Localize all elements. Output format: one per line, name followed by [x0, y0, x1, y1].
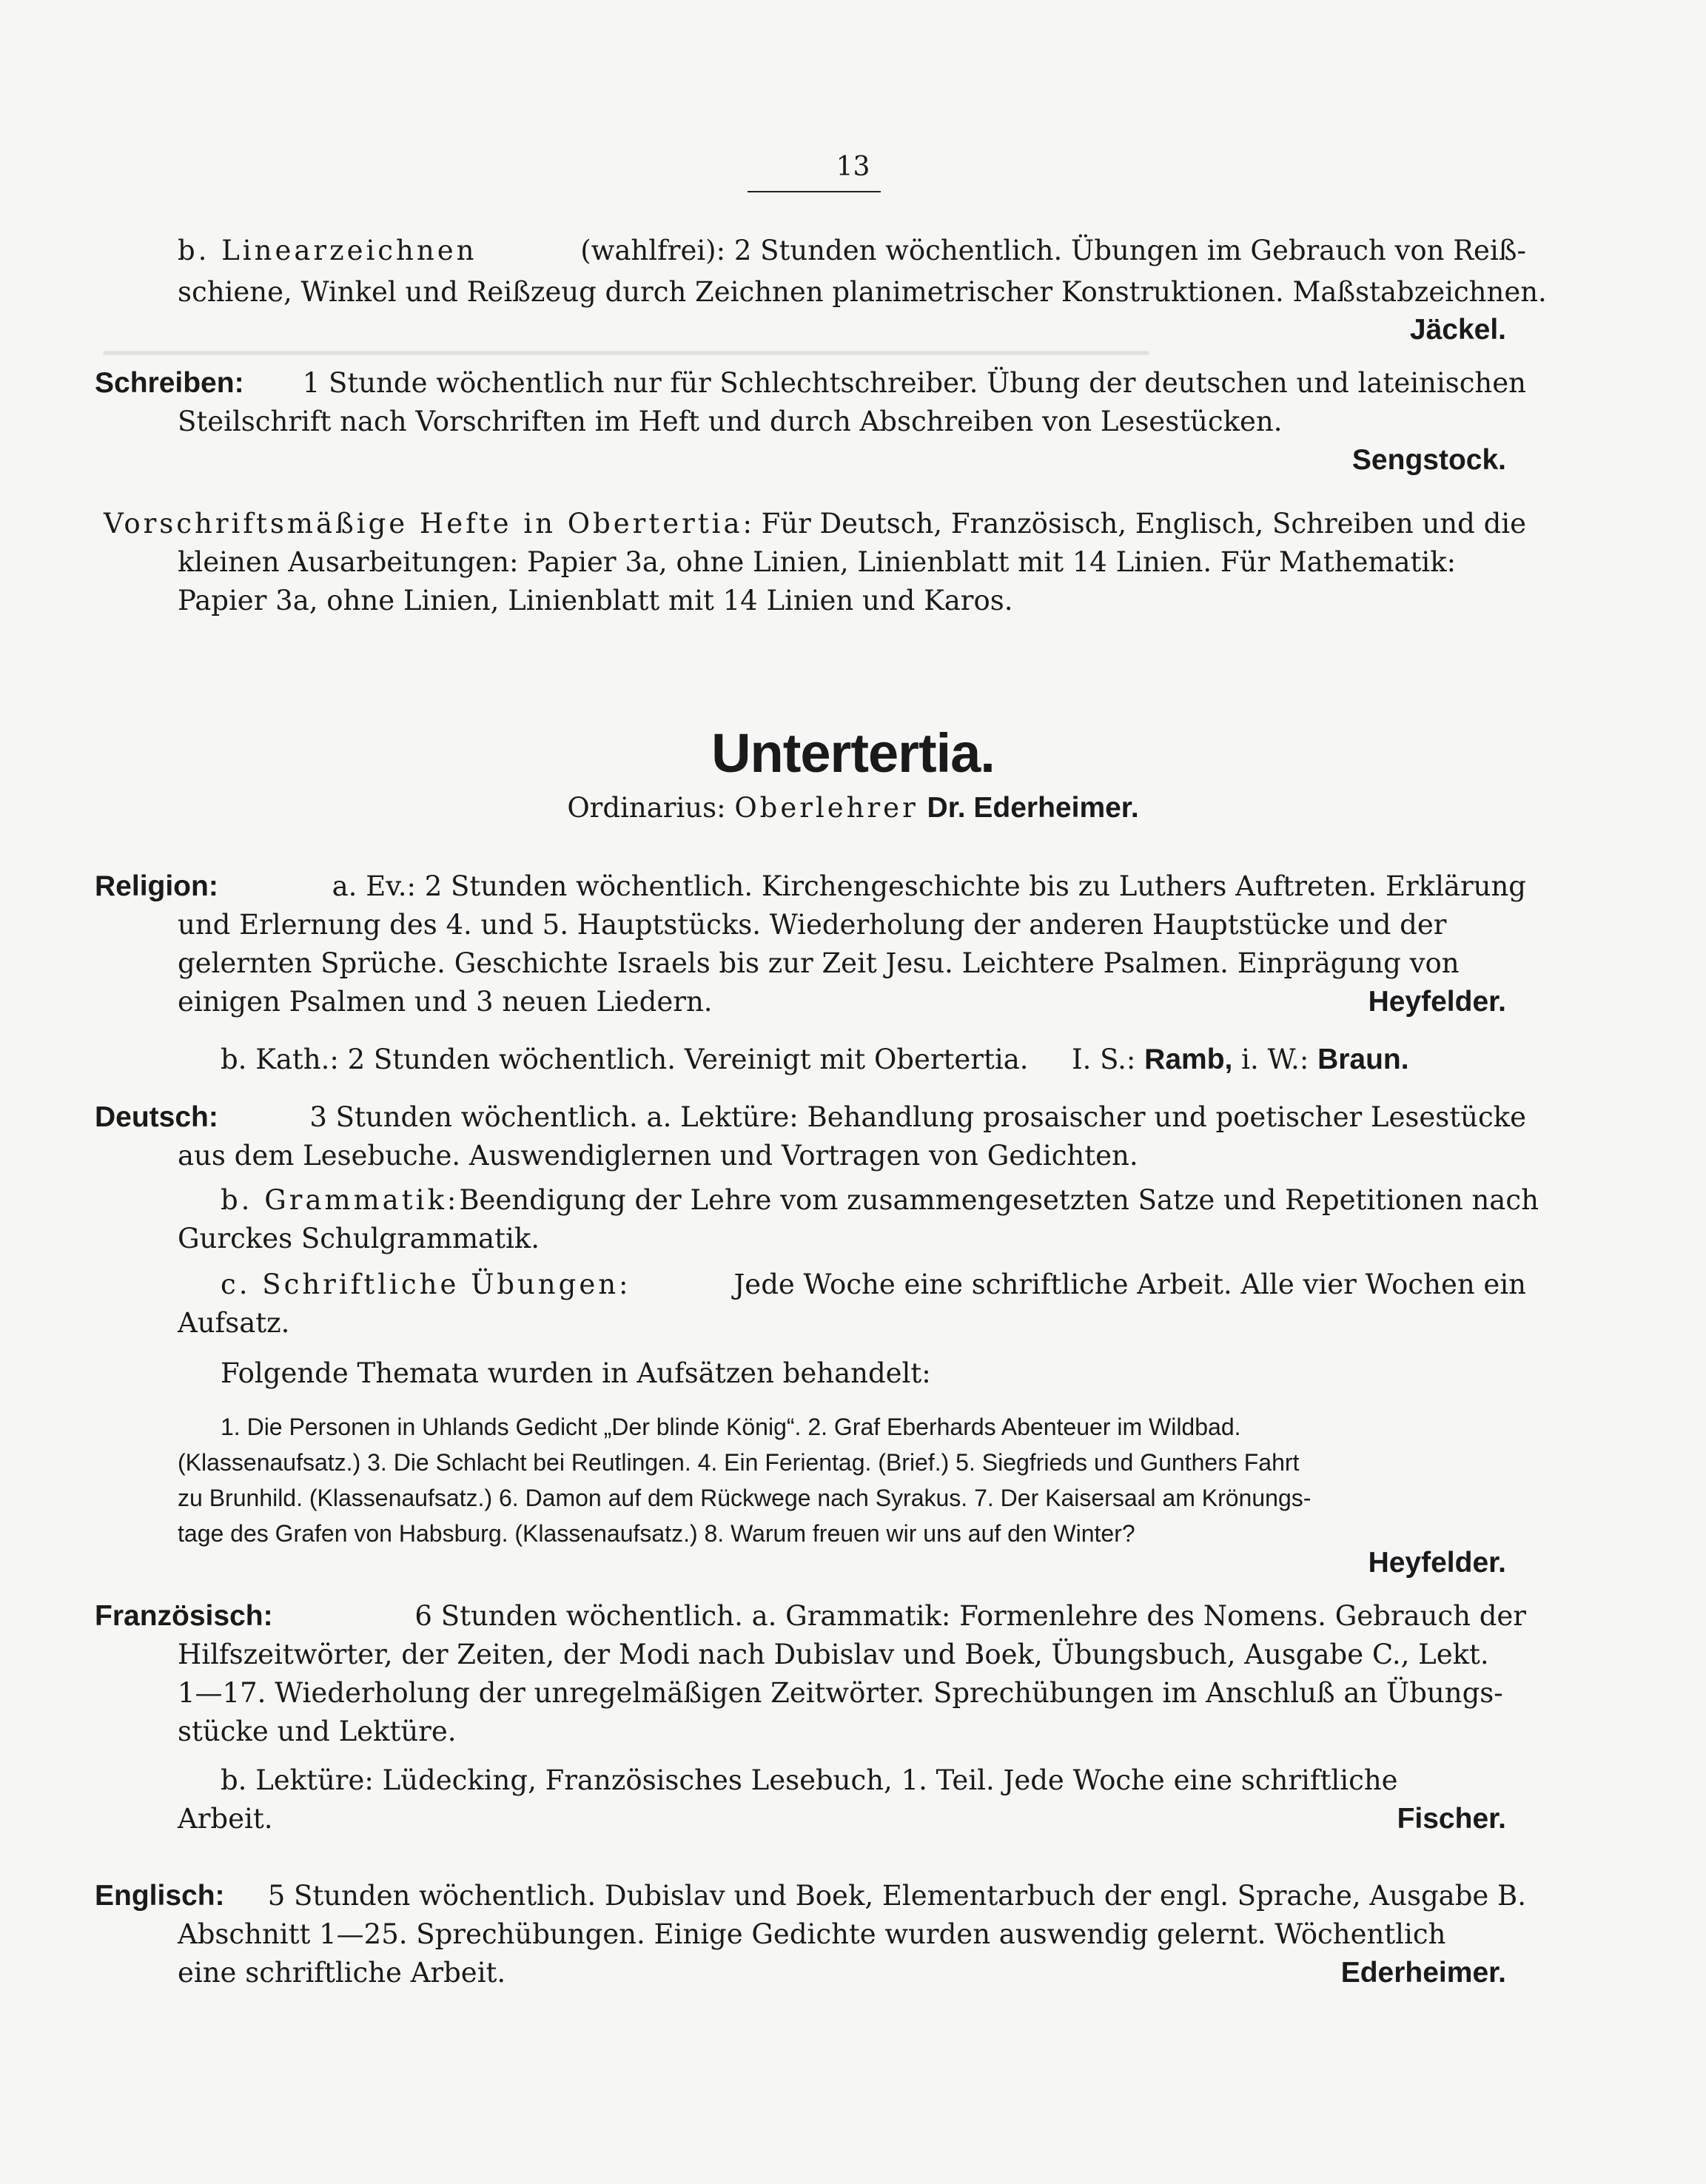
franz-teacher: Fischer.: [1397, 1803, 1506, 1835]
essay-line-2: (Klassenaufsatz.) 3. Die Schlacht bei Reutlingen. 4. Ein Ferientag. (Brief.) 5. Siegfrieds und Gunthers Fahrt: [178, 1449, 1300, 1476]
franz-line-4: stücke und Lektüre.: [178, 1716, 457, 1747]
linear-teacher: Jäckel.: [1409, 314, 1506, 346]
deutsch-line-6: Aufsatz.: [178, 1307, 290, 1339]
schreiben-teacher: Sengstock.: [1351, 444, 1506, 476]
page-number-rule: [748, 191, 881, 192]
englisch-label: Englisch:: [95, 1880, 225, 1912]
franz-line-6: Arbeit.: [178, 1803, 273, 1835]
deutsch-teacher: Heyfelder.: [1368, 1547, 1506, 1579]
ordinarius-line: Ordinarius: Oberlehrer Dr. Ederheimer.: [567, 792, 1139, 824]
deutsch-line-5: c. Schriftliche Übungen: Jede Woche eine schriftliche Arbeit. Alle vier Wochen ein: [221, 1269, 1526, 1300]
bleed-through: ▁▁▁▁▁▁▁▁▁▁▁▁▁▁▁▁▁▁▁▁▁▁▁▁▁▁▁▁▁▁▁▁▁▁▁▁▁▁▁▁▁▁▁▁▁▁▁▁▁▁▁▁▁▁: [104, 326, 1149, 355]
franz-line-2: Hilfszeitwörter, der Zeiten, der Modi nach Dubislav und Boek, Übungsbuch, Ausgabe C., Lekt.: [178, 1639, 1489, 1670]
deutsch-line-1: Deutsch: 3 Stunden wöchentlich. a. Lektüre: Behandlung prosaischer und poetischer Lesestücke: [95, 1098, 1526, 1137]
deutsch-line-3: b. Grammatik: Beendigung der Lehre vom zusammengesetzten Satze und Repetitionen nach: [221, 1184, 1539, 1216]
franz-line-3: 1—17. Wiederholung der unregelmäßigen Zeitwörter. Sprechübungen im Anschluß an Übungs-: [178, 1677, 1503, 1709]
schreiben-line-1: Schreiben: 1 Stunde wöchentlich nur für Schlechtschreiber. Übung der deutschen und lateinischen: [95, 364, 1526, 403]
franz-line-1: Französisch: 6 Stunden wöchentlich. a. Grammatik: Formenlehre des Nomens. Gebrauch der: [95, 1597, 1526, 1636]
linear-line-2: schiene, Winkel und Reißzeug durch Zeichnen planimetrischer Konstruktionen. Maßstabzeichnen.: [178, 276, 1547, 308]
deutsch-label: Deutsch:: [95, 1101, 218, 1133]
religion-line-1: Religion: a. Ev.: 2 Stunden wöchentlich. Kirchengeschichte bis zu Luthers Auftreten. Erklärung: [95, 867, 1526, 906]
deutsch-line-2: aus dem Lesebuche. Auswendiglernen und Vortragen von Gedichten.: [178, 1140, 1138, 1172]
deutsch-line-4: Gurckes Schulgrammatik.: [178, 1223, 540, 1254]
essay-line-1: 1. Die Personen in Uhlands Gedicht „Der blinde König“. 2. Graf Eberhards Abenteuer im Wildbad.: [221, 1414, 1241, 1440]
hefte-line-1: Vorschriftsmäßige Hefte in Obertertia: Für Deutsch, Französisch, Englisch, Schreiben und die: [104, 505, 1526, 543]
religion-label: Religion:: [95, 870, 218, 902]
linear-label: b. Linearzeichnen: [178, 235, 477, 266]
religion-kath-line: b. Kath.: 2 Stunden wöchentlich. Vereinigt mit Obertertia. I. S.: Ramb, i. W.: Braun.: [221, 1044, 1409, 1075]
franz-line-5: b. Lektüre: Lüdecking, Französisches Lesebuch, 1. Teil. Jede Woche eine schriftliche: [221, 1764, 1398, 1796]
religion-line-2: und Erlernung des 4. und 5. Hauptstücks. Wiederholung der anderen Hauptstücke und der: [178, 909, 1447, 941]
section-title: Untertertia.: [711, 722, 995, 784]
franz-label: Französisch:: [95, 1600, 273, 1632]
religion-line-3: gelernten Sprüche. Geschichte Israels bis zur Zeit Jesu. Leichtere Psalmen. Einprägung von: [178, 947, 1460, 979]
hefte-line-2: kleinen Ausarbeitungen: Papier 3a, ohne Linien, Linienblatt mit 14 Linien. Für Mathematik:: [178, 546, 1457, 578]
englisch-line-2: Abschnitt 1—25. Sprechübungen. Einige Gedichte wurden auswendig gelernt. Wöchentlich: [178, 1918, 1446, 1950]
religion-line-4: einigen Psalmen und 3 neuen Liedern.: [178, 986, 713, 1018]
schreiben-label: Schreiben:: [95, 367, 244, 399]
englisch-line-1: Englisch: 5 Stunden wöchentlich. Dubislav und Boek, Elementarbuch der engl. Sprache, Ausgabe B.: [95, 1877, 1526, 1915]
page-number: 13: [836, 152, 870, 182]
essay-line-4: tage des Grafen von Habsburg. (Klassenaufsatz.) 8. Warum freuen wir uns auf den Winter?: [178, 1520, 1135, 1547]
schreiben-line-2: Steilschrift nach Vorschriften im Heft und durch Abschreiben von Lesestücken.: [178, 406, 1283, 437]
hefte-label: Vorschriftsmäßige Hefte in Obertertia:: [104, 508, 756, 540]
englisch-line-3: eine schriftliche Arbeit.: [178, 1957, 506, 1989]
ordinarius-name: Dr. Ederheimer.: [927, 792, 1139, 824]
englisch-teacher: Ederheimer.: [1340, 1957, 1506, 1989]
essay-line-3: zu Brunhild. (Klassenaufsatz.) 6. Damon auf dem Rückwege nach Syrakus. 7. Der Kaisersaal am Krönungs-: [178, 1485, 1312, 1511]
deutsch-themata: Folgende Themata wurden in Aufsätzen behandelt:: [221, 1357, 931, 1389]
religion-teacher: Heyfelder.: [1368, 986, 1506, 1018]
linear-line-1: b. Linearzeichnen (wahlfrei): 2 Stunden wöchentlich. Übungen im Gebrauch von Reiß-: [178, 232, 1526, 270]
hefte-line-3: Papier 3a, ohne Linien, Linienblatt mit 14 Linien und Karos.: [178, 585, 1013, 616]
